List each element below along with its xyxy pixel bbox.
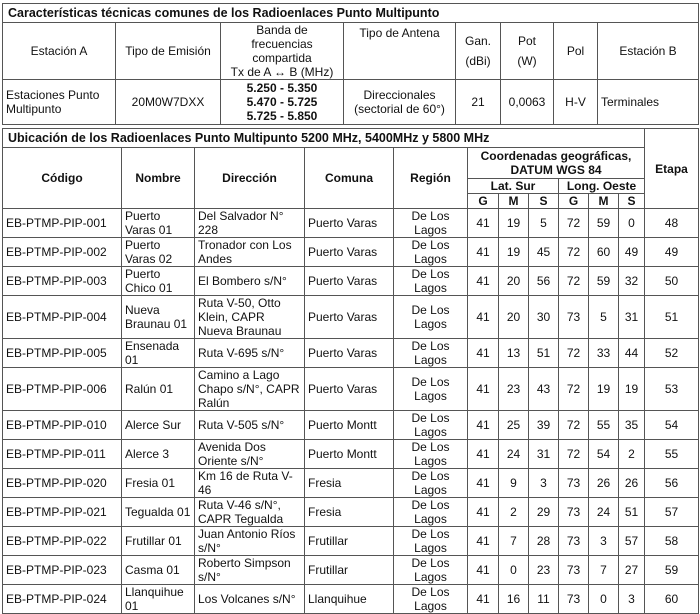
- cell-lat-g: 41: [468, 469, 499, 498]
- cell-lon-m: 59: [589, 267, 619, 296]
- cell-region: De Los Lagos: [394, 368, 468, 411]
- band-2: 5.470 - 5.725: [246, 95, 318, 109]
- header-lon-s: S: [619, 194, 645, 209]
- cell-codigo: EB-PTMP-PIP-010: [3, 411, 122, 440]
- antena-line1: Direccionales: [363, 88, 436, 102]
- cell-lon-m: 33: [589, 339, 619, 368]
- header-pot-line2: (W): [517, 54, 537, 68]
- table-row: [3, 585, 699, 614]
- cell-region: De Los Lagos: [394, 238, 468, 267]
- cell-comuna: Puerto Varas: [305, 296, 394, 339]
- cell-lon-m: 55: [589, 411, 619, 440]
- header-lat-sur: Lat. Sur: [468, 179, 559, 194]
- cell-codigo: EB-PTMP-PIP-022: [3, 527, 122, 556]
- header-potencia: [501, 23, 554, 80]
- cell-lon-g: 72: [559, 267, 589, 296]
- cell-lon-m: 24: [589, 498, 619, 527]
- cell-direccion: Tronador con Los Andes: [195, 238, 305, 267]
- header-banda-line2: compartida: [252, 51, 312, 65]
- table-row: [3, 411, 699, 440]
- cell-lat-m: 25: [499, 411, 529, 440]
- cell-lat-s: 28: [529, 527, 559, 556]
- cell-lat-s: 31: [529, 440, 559, 469]
- cell-codigo: EB-PTMP-PIP-004: [3, 296, 122, 339]
- cell-direccion: Los Volcanes s/N°: [195, 585, 305, 614]
- cell-lat-m: 23: [499, 368, 529, 411]
- cell-region: De Los Lagos: [394, 527, 468, 556]
- cell-lon-s: 27: [619, 556, 645, 585]
- cell-lon-g: 73: [559, 469, 589, 498]
- cell-region: De Los Lagos: [394, 411, 468, 440]
- cell-lon-s: 19: [619, 368, 645, 411]
- cell-lat-m: 19: [499, 238, 529, 267]
- locations-table: [2, 128, 699, 614]
- cell-etapa: 56: [645, 469, 699, 498]
- cell-comuna: Puerto Montt: [305, 411, 394, 440]
- cell-etapa: 55: [645, 440, 699, 469]
- cell-nombre: Puerto Chico 01: [122, 267, 195, 296]
- cell-lon-g: 72: [559, 339, 589, 368]
- cell-codigo: EB-PTMP-PIP-020: [3, 469, 122, 498]
- header-pol: Pol: [554, 23, 598, 80]
- cell-lon-g: 73: [559, 296, 589, 339]
- cell-lat-g: 41: [468, 368, 499, 411]
- cell-tipo-antena: [344, 80, 456, 125]
- cell-estacion-a: Estaciones Punto Multipunto: [3, 80, 116, 125]
- cell-etapa: 60: [645, 585, 699, 614]
- cell-nombre: Casma 01: [122, 556, 195, 585]
- header-banda: [221, 23, 344, 80]
- cell-lat-s: 29: [529, 498, 559, 527]
- cell-comuna: Puerto Varas: [305, 209, 394, 238]
- cell-lon-m: 3: [589, 527, 619, 556]
- cell-lon-s: 44: [619, 339, 645, 368]
- header-pot-line1: Pot: [517, 34, 536, 48]
- header-banda-line1: Banda de frecuencias: [251, 23, 313, 51]
- cell-lon-g: 72: [559, 368, 589, 411]
- cell-lat-m: 2: [499, 498, 529, 527]
- table2-title: Ubicación de los Radioenlaces Punto Multipunto 5200 MHz, 5400MHz y 5800 MHz: [3, 129, 645, 148]
- header-lat-g: G: [468, 194, 499, 209]
- header-long-oeste: Long. Oeste: [559, 179, 645, 194]
- cell-lat-m: 9: [499, 469, 529, 498]
- cell-etapa: 48: [645, 209, 699, 238]
- table-row: [3, 440, 699, 469]
- table-row: [3, 339, 699, 368]
- cell-lat-s: 39: [529, 411, 559, 440]
- cell-lon-m: 7: [589, 556, 619, 585]
- header-nombre: Nombre: [122, 148, 195, 209]
- header-banda-line3: Tx de A ↔ B (MHz): [230, 65, 334, 79]
- cell-region: De Los Lagos: [394, 440, 468, 469]
- table-row: [3, 296, 699, 339]
- cell-codigo: EB-PTMP-PIP-001: [3, 209, 122, 238]
- cell-ganancia: 21: [456, 80, 501, 125]
- cell-comuna: Fresia: [305, 469, 394, 498]
- cell-nombre: Alerce Sur: [122, 411, 195, 440]
- cell-region: De Los Lagos: [394, 556, 468, 585]
- header-gan-line2: (dBi): [465, 54, 491, 68]
- cell-etapa: 51: [645, 296, 699, 339]
- cell-potencia: 0,0063: [501, 80, 554, 125]
- cell-lat-g: 41: [468, 440, 499, 469]
- table-row: [3, 368, 699, 411]
- cell-lon-m: 19: [589, 368, 619, 411]
- cell-nombre: Fresia 01: [122, 469, 195, 498]
- cell-codigo: EB-PTMP-PIP-024: [3, 585, 122, 614]
- cell-etapa: 52: [645, 339, 699, 368]
- header-codigo: Código: [3, 148, 122, 209]
- cell-lat-m: 24: [499, 440, 529, 469]
- cell-nombre: Ralún 01: [122, 368, 195, 411]
- cell-tipo-emision: 20M0W7DXX: [116, 80, 221, 125]
- header-gan-line1: Gan.: [464, 34, 491, 48]
- cell-direccion: Del Salvador N° 228: [195, 209, 305, 238]
- cell-etapa: 57: [645, 498, 699, 527]
- cell-lon-s: 49: [619, 238, 645, 267]
- cell-lat-g: 41: [468, 411, 499, 440]
- cell-direccion: Camino a Lago Chapo s/N°, CAPR Ralún: [195, 368, 305, 411]
- cell-comuna: Puerto Varas: [305, 267, 394, 296]
- cell-comuna: Puerto Varas: [305, 368, 394, 411]
- cell-etapa: 53: [645, 368, 699, 411]
- cell-lat-g: 41: [468, 209, 499, 238]
- header-region: Región: [394, 148, 468, 209]
- cell-nombre: Frutillar 01: [122, 527, 195, 556]
- cell-comuna: Puerto Montt: [305, 440, 394, 469]
- cell-lon-g: 73: [559, 556, 589, 585]
- cell-nombre: Puerto Varas 02: [122, 238, 195, 267]
- band-3: 5.725 - 5.850: [246, 109, 318, 123]
- cell-nombre: Nueva Braunau 01: [122, 296, 195, 339]
- cell-comuna: Frutillar: [305, 527, 394, 556]
- cell-lon-s: 26: [619, 469, 645, 498]
- cell-codigo: EB-PTMP-PIP-006: [3, 368, 122, 411]
- cell-lat-m: 20: [499, 267, 529, 296]
- cell-lon-m: 60: [589, 238, 619, 267]
- cell-codigo: EB-PTMP-PIP-011: [3, 440, 122, 469]
- cell-codigo: EB-PTMP-PIP-021: [3, 498, 122, 527]
- cell-lat-m: 13: [499, 339, 529, 368]
- header-lat-s: S: [529, 194, 559, 209]
- table-row: [3, 267, 699, 296]
- header-estacion-a: Estación A: [3, 23, 116, 80]
- cell-direccion: Ruta V-50, Otto Klein, CAPR Nueva Braunau: [195, 296, 305, 339]
- table-row: [3, 238, 699, 267]
- cell-lat-m: 16: [499, 585, 529, 614]
- cell-region: De Los Lagos: [394, 585, 468, 614]
- band-1: 5.250 - 5.350: [246, 81, 318, 95]
- cell-region: De Los Lagos: [394, 339, 468, 368]
- cell-lat-s: 3: [529, 469, 559, 498]
- cell-nombre: Tegualda 01: [122, 498, 195, 527]
- cell-region: De Los Lagos: [394, 209, 468, 238]
- technical-characteristics-table: [2, 3, 699, 125]
- cell-lat-g: 41: [468, 339, 499, 368]
- cell-direccion: Juan Antonio Ríos s/N°: [195, 527, 305, 556]
- cell-pol: H-V: [554, 80, 598, 125]
- cell-etapa: 59: [645, 556, 699, 585]
- cell-lon-g: 73: [559, 585, 589, 614]
- cell-bandas: [221, 80, 344, 125]
- cell-lon-m: 54: [589, 440, 619, 469]
- cell-lat-g: 41: [468, 238, 499, 267]
- cell-lat-s: 23: [529, 556, 559, 585]
- header-lon-g: G: [559, 194, 589, 209]
- cell-direccion: Km 16 de Ruta V-46: [195, 469, 305, 498]
- cell-region: De Los Lagos: [394, 498, 468, 527]
- cell-direccion: Ruta V-46 s/N°, CAPR Tegualda: [195, 498, 305, 527]
- header-estacion-b: Estación B: [598, 23, 699, 80]
- header-comuna: Comuna: [305, 148, 394, 209]
- cell-region: De Los Lagos: [394, 267, 468, 296]
- cell-lon-m: 26: [589, 469, 619, 498]
- cell-comuna: Puerto Varas: [305, 339, 394, 368]
- table-row: [3, 469, 699, 498]
- cell-etapa: 54: [645, 411, 699, 440]
- cell-etapa: 50: [645, 267, 699, 296]
- cell-lat-s: 30: [529, 296, 559, 339]
- cell-lon-g: 72: [559, 440, 589, 469]
- table1-title: Características técnicas comunes de los Radioenlaces Punto Multipunto: [3, 4, 699, 23]
- cell-lon-s: 31: [619, 296, 645, 339]
- cell-direccion: El Bombero s/N°: [195, 267, 305, 296]
- cell-lon-s: 51: [619, 498, 645, 527]
- cell-etapa: 58: [645, 527, 699, 556]
- cell-region: De Los Lagos: [394, 469, 468, 498]
- table-row: [3, 209, 699, 238]
- cell-nombre: Puerto Varas 01: [122, 209, 195, 238]
- cell-lat-m: 20: [499, 296, 529, 339]
- cell-lon-s: 35: [619, 411, 645, 440]
- cell-nombre: Ensenada 01: [122, 339, 195, 368]
- cell-lat-s: 5: [529, 209, 559, 238]
- cell-codigo: EB-PTMP-PIP-002: [3, 238, 122, 267]
- cell-lon-m: 0: [589, 585, 619, 614]
- cell-region: De Los Lagos: [394, 296, 468, 339]
- cell-direccion: Roberto Simpson s/N°: [195, 556, 305, 585]
- header-etapa: Etapa: [645, 129, 699, 209]
- cell-lon-s: 0: [619, 209, 645, 238]
- cell-lon-g: 72: [559, 411, 589, 440]
- cell-lon-s: 3: [619, 585, 645, 614]
- cell-lat-s: 43: [529, 368, 559, 411]
- header-tipo-emision: Tipo de Emisión: [116, 23, 221, 80]
- cell-lat-g: 41: [468, 585, 499, 614]
- header-coordenadas: Coordenadas geográficas, DATUM WGS 84: [468, 148, 645, 179]
- cell-lat-s: 45: [529, 238, 559, 267]
- cell-lat-s: 56: [529, 267, 559, 296]
- cell-lon-g: 73: [559, 498, 589, 527]
- cell-codigo: EB-PTMP-PIP-003: [3, 267, 122, 296]
- antena-line2: (sectorial de 60°): [354, 102, 445, 116]
- header-tipo-antena: Tipo de Antena: [344, 23, 456, 80]
- cell-lat-m: 0: [499, 556, 529, 585]
- cell-comuna: Puerto Varas: [305, 238, 394, 267]
- table-row: [3, 556, 699, 585]
- cell-lat-s: 11: [529, 585, 559, 614]
- table-row: [3, 527, 699, 556]
- cell-estacion-b: Terminales: [598, 80, 699, 125]
- header-lon-m: M: [589, 194, 619, 209]
- cell-comuna: Fresia: [305, 498, 394, 527]
- cell-lon-g: 72: [559, 209, 589, 238]
- cell-lon-m: 59: [589, 209, 619, 238]
- cell-direccion: Ruta V-695 s/N°: [195, 339, 305, 368]
- cell-lat-g: 41: [468, 296, 499, 339]
- cell-lat-g: 41: [468, 498, 499, 527]
- cell-lat-g: 41: [468, 527, 499, 556]
- cell-lon-s: 32: [619, 267, 645, 296]
- cell-lon-s: 57: [619, 527, 645, 556]
- cell-direccion: Avenida Dos Oriente s/N°: [195, 440, 305, 469]
- cell-lat-m: 7: [499, 527, 529, 556]
- cell-lon-m: 5: [589, 296, 619, 339]
- cell-lon-s: 2: [619, 440, 645, 469]
- cell-comuna: Frutillar: [305, 556, 394, 585]
- cell-nombre: Alerce 3: [122, 440, 195, 469]
- cell-lat-g: 41: [468, 267, 499, 296]
- cell-lon-g: 73: [559, 527, 589, 556]
- header-ganancia: [456, 23, 501, 80]
- cell-lat-s: 51: [529, 339, 559, 368]
- cell-lat-m: 19: [499, 209, 529, 238]
- cell-direccion: Ruta V-505 s/N°: [195, 411, 305, 440]
- header-lat-m: M: [499, 194, 529, 209]
- cell-etapa: 49: [645, 238, 699, 267]
- cell-codigo: EB-PTMP-PIP-005: [3, 339, 122, 368]
- cell-codigo: EB-PTMP-PIP-023: [3, 556, 122, 585]
- cell-nombre: Llanquihue 01: [122, 585, 195, 614]
- header-direccion: Dirección: [195, 148, 305, 209]
- cell-lon-g: 72: [559, 238, 589, 267]
- table-row: [3, 498, 699, 527]
- cell-lat-g: 41: [468, 556, 499, 585]
- cell-comuna: Llanquihue: [305, 585, 394, 614]
